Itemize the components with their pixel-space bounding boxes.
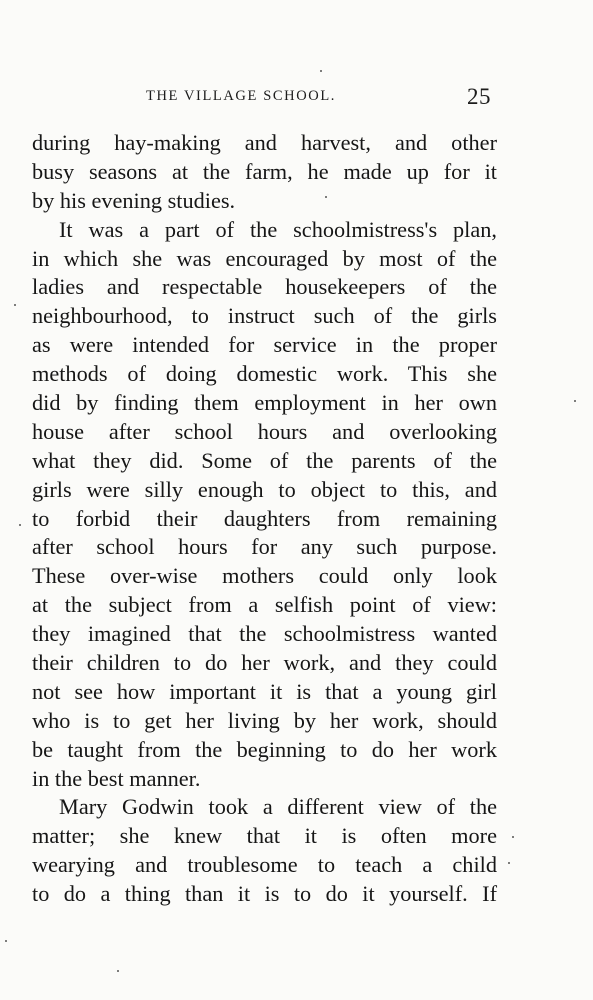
text-line: methods of doing domestic work. This she bbox=[32, 361, 497, 387]
scan-speck bbox=[508, 862, 510, 864]
text-line: It was a part of the schoolmistress's plan, bbox=[59, 216, 497, 242]
text-line: These over-wise mothers could only look bbox=[32, 563, 497, 589]
text-line: what they did. Some of the parents of the bbox=[32, 447, 497, 473]
text-line: be taught from the beginning to do her work bbox=[32, 736, 497, 762]
text-line: at the subject from a selfish point of view: bbox=[32, 592, 497, 618]
scan-speck bbox=[5, 940, 7, 942]
scan-speck bbox=[14, 304, 16, 306]
text-line: did by finding them employment in her own bbox=[32, 390, 497, 416]
body-text bbox=[32, 129, 497, 909]
running-title: THE VILLAGE SCHOOL. bbox=[146, 88, 337, 104]
text-line: Mary Godwin took a different view of the bbox=[59, 794, 497, 820]
text-line: girls were silly enough to object to this, and bbox=[32, 476, 497, 502]
scan-speck bbox=[325, 196, 327, 198]
text-line: during hay-making and harvest, and other bbox=[32, 130, 497, 155]
text-line: wearying and troublesome to teach a child bbox=[32, 852, 497, 878]
text-line: by his evening studies. bbox=[32, 187, 236, 213]
text-line: busy seasons at the farm, he made up for it bbox=[32, 158, 497, 184]
text-line: to do a thing than it is to do it yourself. If bbox=[32, 881, 497, 907]
page-header bbox=[0, 84, 593, 114]
text-line: neighbourhood, to instruct such of the girls bbox=[32, 303, 497, 329]
scan-speck bbox=[320, 70, 322, 72]
text-line: they imagined that the schoolmistress wanted bbox=[32, 621, 497, 647]
page-number: 25 bbox=[467, 84, 491, 109]
scan-speck bbox=[19, 524, 21, 526]
text-line: ladies and respectable housekeepers of the bbox=[32, 274, 497, 300]
text-line: as were intended for service in the proper bbox=[32, 332, 497, 358]
scan-speck bbox=[512, 836, 514, 838]
text-line: matter; she knew that it is often more bbox=[32, 823, 497, 849]
text-line: house after school hours and overlooking bbox=[32, 418, 497, 444]
text-line: in which she was encouraged by most of the bbox=[32, 245, 497, 271]
text-line: who is to get her living by her work, should bbox=[32, 707, 497, 733]
text-line: not see how important it is that a young girl bbox=[32, 678, 497, 704]
text-line: to forbid their daughters from remaining bbox=[32, 505, 497, 531]
scan-speck bbox=[574, 400, 576, 402]
text-line: after school hours for any such purpose. bbox=[32, 534, 497, 560]
text-line: their children to do her work, and they could bbox=[32, 650, 497, 676]
text-line: in the best manner. bbox=[32, 765, 201, 791]
scan-speck bbox=[117, 970, 119, 972]
